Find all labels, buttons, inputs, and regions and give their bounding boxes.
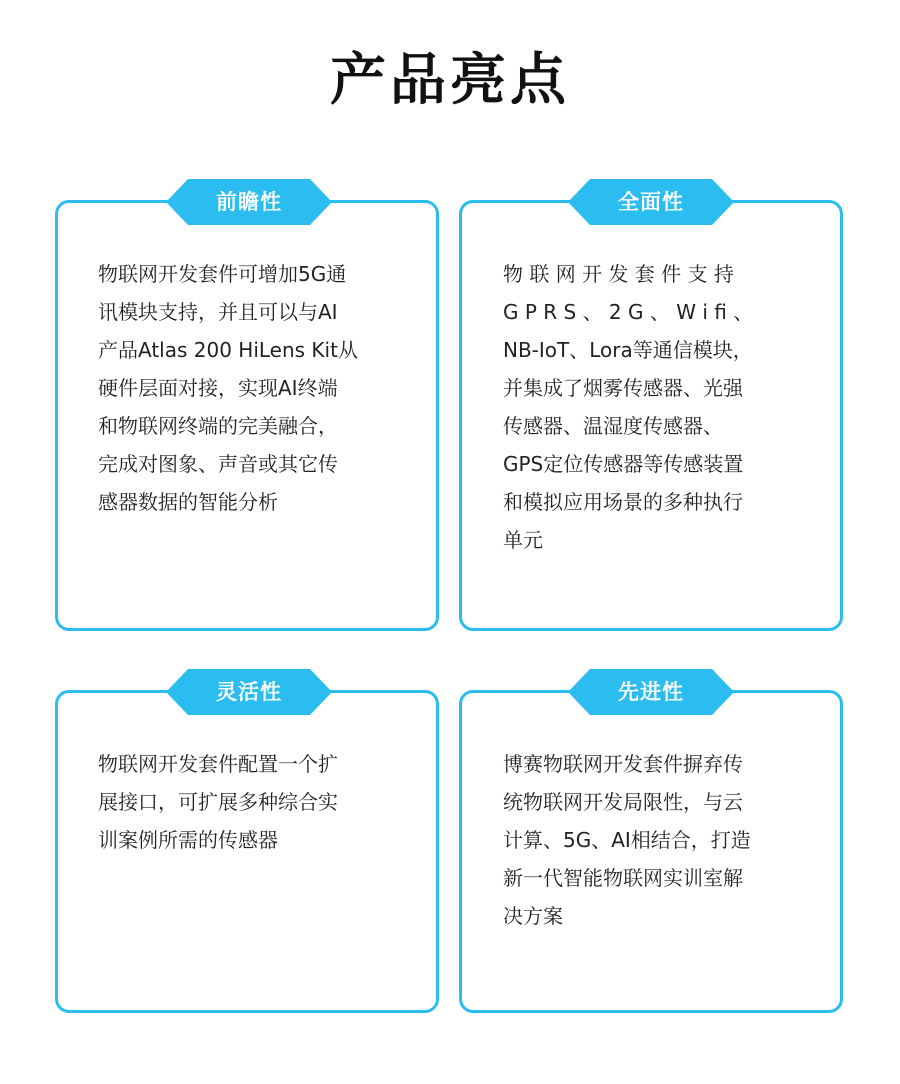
card-body-flexibility (98, 745, 338, 859)
card-body-foresight (98, 255, 358, 521)
text-line: 计算、5G、AI相结合，打造 (503, 828, 751, 852)
text-line: 决方案 (503, 904, 563, 928)
text-line: 物 联 网 开 发 套 件 支 持 (503, 262, 734, 286)
text-line: 新一代智能物联网实训室解 (503, 866, 743, 890)
card-tab-label: 前瞻性 (216, 190, 282, 214)
text-line: 感器数据的智能分析 (98, 490, 278, 514)
text-line: 完成对图象、声音或其它传 (98, 452, 338, 476)
text-line: 和模拟应用场景的多种执行 (503, 490, 743, 514)
text-line: 讯模块支持，并且可以与AI (98, 300, 338, 324)
text-line: 物联网开发套件配置一个扩 (98, 752, 338, 776)
text-line: 统物联网开发局限性，与云 (503, 790, 743, 814)
text-line: 硬件层面对接，实现AI终端 (98, 376, 338, 400)
text-line: 并集成了烟雾传感器、光强 (503, 376, 743, 400)
card-body-comprehensive (503, 255, 753, 559)
text-line: 和物联网终端的完美融合， (98, 414, 338, 438)
card-body-advanced (503, 745, 751, 935)
text-line: 训案例所需的传感器 (98, 828, 278, 852)
text-line: 传感器、温湿度传感器、 (503, 414, 723, 438)
text-line: GPS定位传感器等传感装置 (503, 452, 744, 476)
card-tab-flexibility (166, 669, 332, 715)
card-tab-advanced (568, 669, 734, 715)
card-tab-comprehensive (568, 179, 734, 225)
page-title: 产品亮点 (330, 48, 570, 113)
card-tab-label: 灵活性 (216, 680, 282, 704)
text-line: 单元 (503, 528, 543, 552)
card-tab-label: 全面性 (618, 190, 684, 214)
card-tab-foresight (166, 179, 332, 225)
text-line: G P R S 、 2 G 、 W i fi 、 (503, 300, 754, 324)
text-line: 物联网开发套件可增加5G通 (98, 262, 347, 286)
text-line: 产品Atlas 200 HiLens Kit从 (98, 338, 358, 362)
text-line: 博赛物联网开发套件摒弃传 (503, 752, 743, 776)
text-line: NB-IoT、Lora等通信模块， (503, 338, 753, 362)
card-tab-label: 先进性 (618, 680, 684, 704)
text-line: 展接口，可扩展多种综合实 (98, 790, 338, 814)
